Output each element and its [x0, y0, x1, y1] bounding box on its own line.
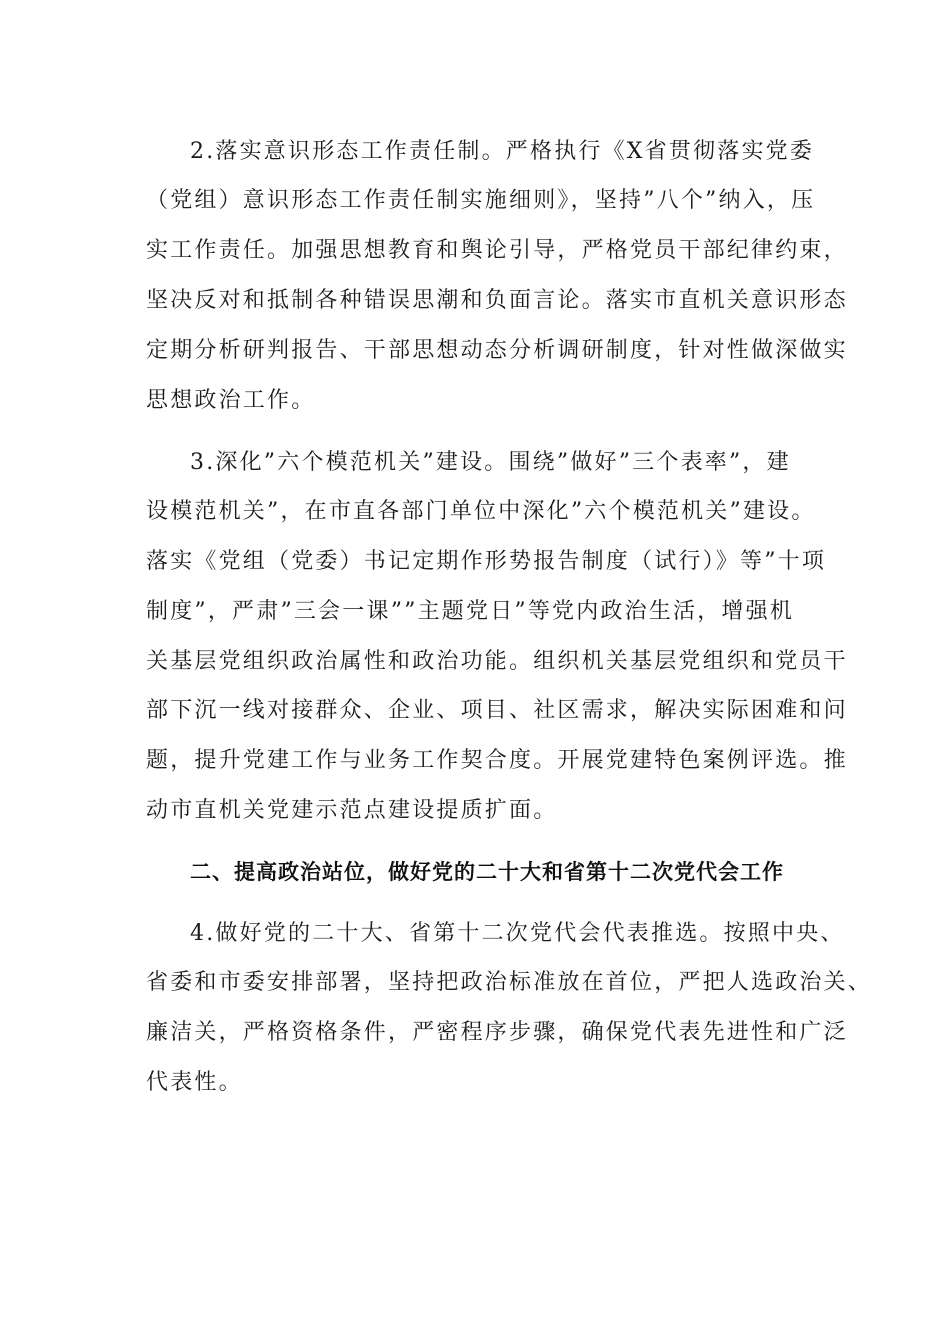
paragraph-2-line-2: 设模范机关”，在市直各部门单位中深化”六个模范机关”建设。: [146, 499, 816, 524]
paragraph-1-line-1: 2.落实意识形态工作责任制。严格执行《X省贯彻落实党委: [190, 139, 815, 164]
paragraph-3-line-4: 代表性。: [146, 1070, 243, 1095]
paragraph-3-line-3: 廉洁关，严格资格条件，严密程序步骤，确保党代表先进性和广泛: [146, 1020, 848, 1045]
paragraph-2-line-8: 动市直机关党建示范点建设提质扩面。: [146, 798, 558, 823]
paragraph-2-line-3: 落实《党组（党委）书记定期作形势报告制度（试行）》等”十项: [146, 549, 827, 574]
paragraph-2-line-5: 关基层党组织政治属性和政治功能。组织机关基层党组织和党员干: [146, 649, 848, 674]
paragraph-1-line-5: 定期分析研判报告、干部思想动态分析调研制度，针对性做深做实: [146, 338, 848, 363]
paragraph-3-line-2: 省委和市委安排部署，坚持把政治标准放在首位，严把人选政治关、: [146, 970, 873, 995]
paragraph-3-line-1: 4.做好党的二十大、省第十二次党代会代表推选。按照中央、: [190, 921, 845, 946]
section-heading: 二、提高政治站位，做好党的二十大和省第十二次党代会工作: [190, 860, 784, 884]
paragraph-2-line-1: 3.深化”六个模范机关”建设。围绕”做好”三个表率”，建: [190, 450, 791, 475]
paragraph-1-line-4: 坚决反对和抵制各种错误思潮和负面言论。落实市直机关意识形态: [146, 288, 848, 313]
paragraph-2-line-7: 题，提升党建工作与业务工作契合度。开展党建特色案例评选。推: [146, 748, 848, 773]
paragraph-1-line-6: 思想政治工作。: [146, 388, 316, 413]
paragraph-2-line-6: 部下沉一线对接群众、企业、项目、社区需求，解决实际困难和问: [146, 698, 848, 723]
paragraph-2-line-4: 制度”，严肃”三会一课””主题党日”等党内政治生活，增强机: [146, 599, 795, 624]
paragraph-1-line-3: 实工作责任。加强思想教育和舆论引导，严格党员干部纪律约束，: [146, 238, 848, 263]
paragraph-1-line-2: （党组）意识形态工作责任制实施细则》，坚持”八个”纳入，压: [146, 188, 816, 213]
